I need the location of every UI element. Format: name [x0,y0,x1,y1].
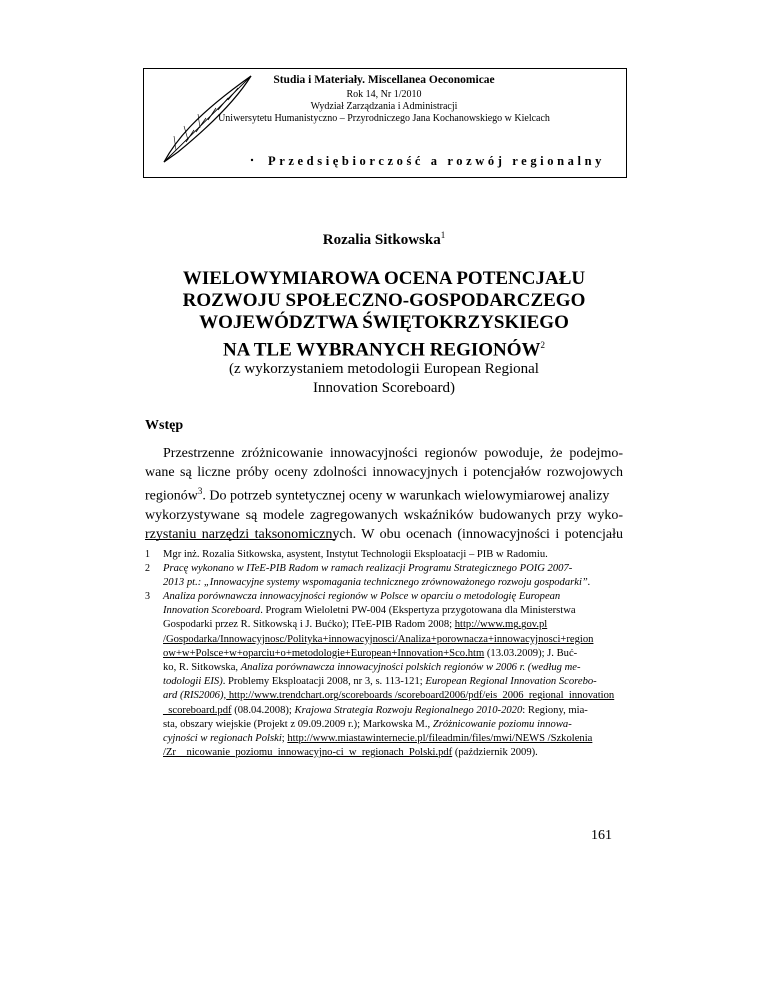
link[interactable]: ow+w+Polsce+w+oparciu+o+metodologie+European+Innovation+Sco.htm [163,647,485,659]
title-footnote-mark: 2 [540,340,546,350]
author-name: Rozalia Sitkowska$^1$ [322,230,446,248]
page-number: 161 [591,828,612,843]
journal-title: Studia i Materiały. Miscellanea Oeconomicae [273,74,495,86]
link[interactable]: /Zr__nicowanie_poziomu_innowacyjno-ci_w_regionach_Polski.pdf [163,747,453,759]
author-footnote-mark: 1 [440,230,446,240]
journal-faculty: Wydział Zarządzania i Administracji [310,101,458,112]
link[interactable]: _scoreboard.pdf [163,704,232,716]
link[interactable]: http://www.mg.gov.pl [454,619,548,631]
intro-paragraph: Przestrzenne zróżnicowanie innowacyjności regionów powoduje, że podejmo- wane są liczne próby oceny zdolności innowacyjnych i potencjałów rozwojowych regionów$^3$. Do potrzeb syntetycznej oceny w warunkach wielowymiarowej analizy wykorzystywane są modele zagregowanych wskaźników budowanych przy wyko- rzystaniu narzędzi taksonomicznych. W obu ocenach (innowacyjności i potencjału [145,446,623,542]
title-line: WOJEWÓDZTWA ŚWIĘTOKRZYSKIEGO [199,312,569,333]
journal-university: Uniwersytetu Humanistyczno – Przyrodniczego Jana Kochanowskiego w Kielcach [218,113,550,124]
link[interactable]: /Gospodarka/Innowacyjnosc/Polityka+innowacyjnosci/Analiza+porownacza+innowacyjnosci+region [163,633,594,645]
title-line: NA TLE WYBRANYCH REGIONÓW$^2$ [222,339,546,361]
journal-series: Przedsiębiorczość a rozwój regionalny [268,154,605,168]
paper-title [100,268,668,361]
journal-issue: Rok 14, Nr 1/2010 [346,89,422,100]
link[interactable]: http://www.trendchart.org/scoreboards /scoreboard2006/pdf/eis_2006_regional_innovation [226,690,615,702]
paper-subtitle: (z wykorzystaniem metodologii European Regional Innovation Scoreboard) [229,361,539,396]
link[interactable]: http://www.miastawinternecie.pl/fileadmin/files/mwi/NEWS /Szkolenia [287,733,593,745]
title-line: WIELOWYMIAROWA OCENA POTENCJAŁU [182,268,586,289]
footnote-separator [145,539,335,540]
section-heading: Wstęp [145,418,184,433]
title-line: ROZWOJU SPOŁECZNO-GOSPODARCZEGO [182,290,586,311]
paragraph-footnote-mark: 3 [197,486,203,496]
